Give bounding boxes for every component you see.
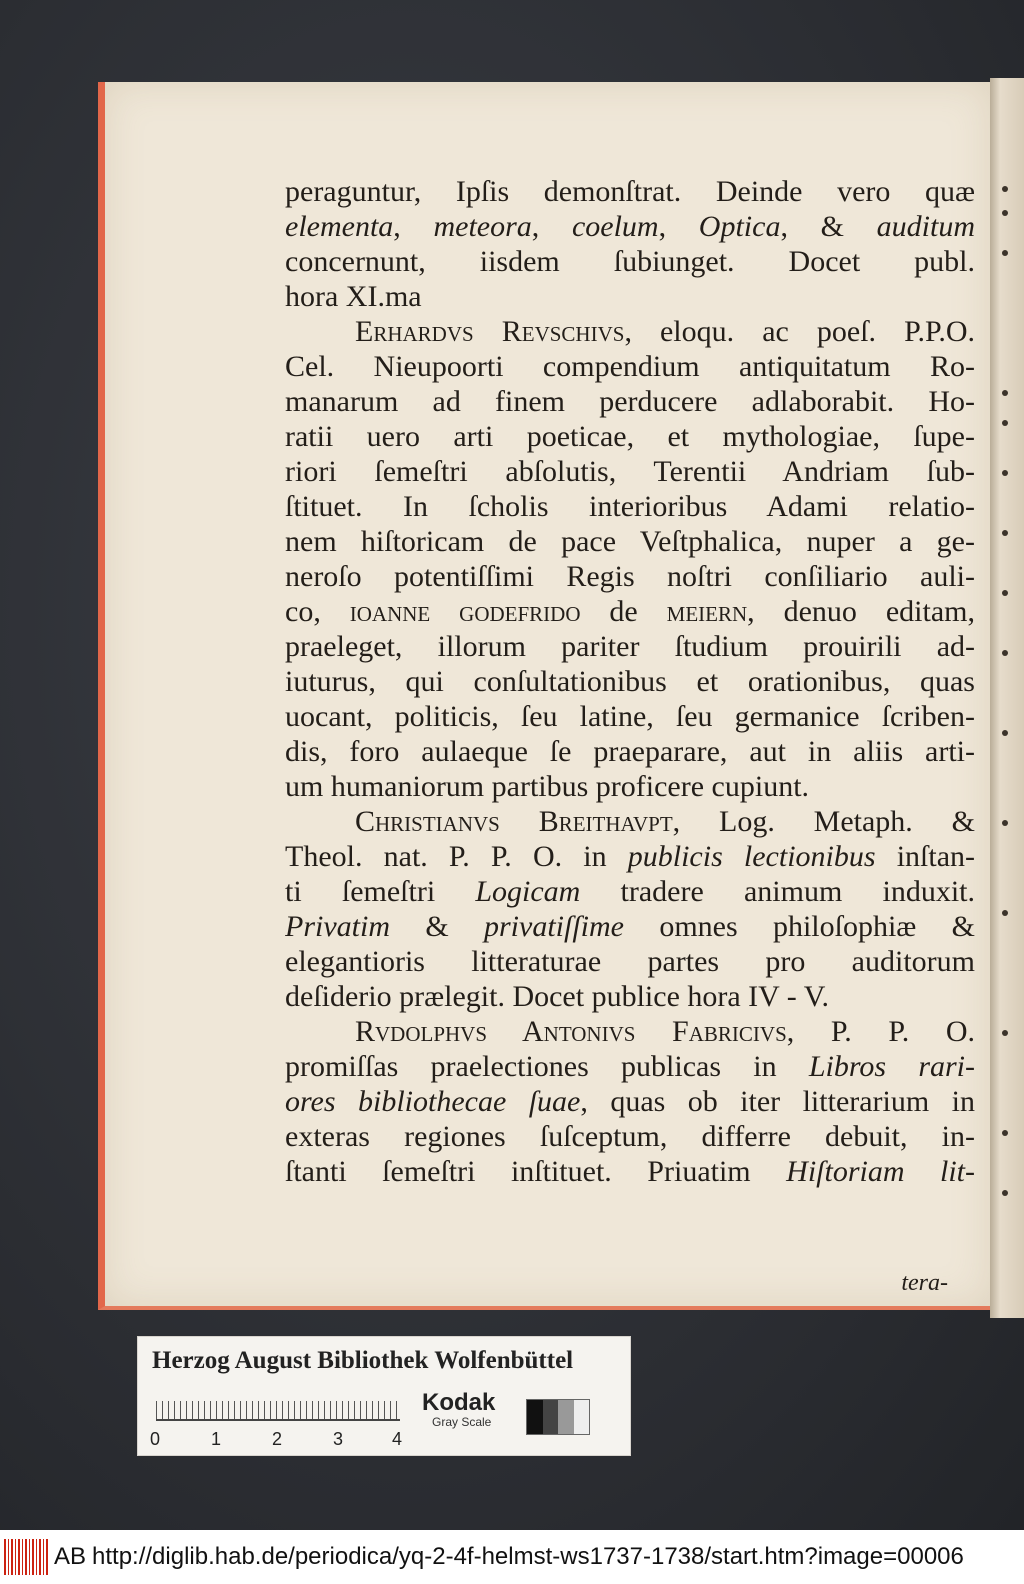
text-run: elegantioris litteraturae partes pro auditorum [285, 945, 975, 978]
small-caps-name: ioanne godefrido [349, 595, 581, 628]
italic-text: Logicam [475, 875, 581, 908]
text-line [285, 454, 975, 489]
text-run: tradere animum induxit. [580, 875, 975, 908]
small-caps-name: Rvdolphvs Antonivs Fabricivs [355, 1015, 787, 1048]
text-line [285, 419, 975, 454]
text-line [285, 209, 975, 244]
italic-text: Hiſtoriam lit- [786, 1155, 975, 1188]
color-reference-card [137, 1336, 631, 1456]
text-line [285, 349, 975, 384]
text-line [285, 839, 975, 874]
text-line [285, 629, 975, 664]
text-run: de [580, 595, 667, 628]
text-line [285, 1119, 975, 1154]
italic-text: meteora [433, 210, 532, 243]
text-run: , & [780, 210, 877, 243]
text-run: co, [285, 595, 350, 628]
text-run: deſiderio prælegit. Docet publice hora IV - V. [285, 980, 830, 1013]
text-run: & [390, 910, 484, 943]
text-line [285, 804, 975, 839]
text-run: ratii uero arti poeticae, et mythologiae, ſupe- [285, 420, 975, 453]
text-run: riori ſemeſtri abſolutis, Terentii Andriam ſub- [285, 455, 975, 488]
text-run: , Log. Metaph. & [672, 805, 975, 838]
italic-text: auditum [876, 210, 975, 243]
gray-swatches [526, 1399, 590, 1435]
catchword: tera- [901, 1270, 948, 1296]
ruler-label: 0 [150, 1429, 161, 1449]
italic-text: Libros rari- [808, 1050, 975, 1083]
text-line [285, 489, 975, 524]
text-run: nem hiſtoricam de pace Veſtphalica, nuper a ge- [285, 525, 975, 558]
barcode-icon [4, 1539, 50, 1575]
measurement-ruler [156, 1389, 400, 1421]
text-run: , eloqu. ac poeſ. P.P.O. [624, 315, 975, 348]
text-run: , [658, 210, 699, 243]
italic-text: privatiſſime [484, 910, 624, 943]
text-run: praeleget, illorum pariter ſtudium prouirili ad- [285, 630, 975, 663]
url-prefix: AB [54, 1543, 87, 1570]
text-run: uocant, politicis, ſeu latine, ſeu germanice ſcriben- [285, 700, 975, 733]
text-line [285, 174, 975, 209]
ruler-label: 4 [392, 1429, 403, 1449]
ruler-label: 3 [333, 1429, 344, 1449]
text-line [285, 734, 975, 769]
text-run: hora XI.ma [285, 280, 422, 313]
kodak-logo: Kodak [422, 1389, 496, 1416]
text-line [285, 279, 975, 314]
text-run: exteras regiones ſuſceptum, differre debuit, in- [285, 1120, 975, 1153]
text-run: , quas ob iter litterarium in [580, 1085, 975, 1118]
text-run: dis, foro aulaeque ſe praeparare, aut in aliis arti- [285, 735, 975, 768]
text-run: manarum ad finem perducere adlaborabit. Ho- [285, 385, 975, 418]
small-caps-name: meiern [666, 595, 748, 628]
text-line [285, 1084, 975, 1119]
text-line [285, 524, 975, 559]
text-line [285, 699, 975, 734]
text-run: neroſo potentiſſimi Regis noſtri conſiliario auli- [285, 560, 975, 593]
source-url[interactable]: http://diglib.hab.de/periodica/yq-2-4f-helmst-ws1737-1738/start.htm?image=00006 [92, 1543, 964, 1570]
small-caps-name: Erhardvs Revschivs [355, 315, 625, 348]
text-run: Cel. Nieupoorti compendium antiquitatum Ro- [285, 350, 975, 383]
text-line [285, 1049, 975, 1084]
text-line [285, 909, 975, 944]
text-line [285, 1154, 975, 1189]
italic-text: Optica [698, 210, 781, 243]
text-run: peraguntur, Ipſis demonſtrat. Deinde vero quæ [285, 175, 975, 208]
text-run: ſtituet. In ſcholis interioribus Adami relatio- [285, 490, 975, 523]
url-footer [0, 1530, 1024, 1584]
text-run: Theol. nat. P. P. O. in [285, 840, 628, 873]
ruler-label: 2 [272, 1429, 283, 1449]
text-run: concernunt, iisdem ſubiunget. Docet publ. [285, 245, 975, 278]
italic-text: elementa [285, 210, 394, 243]
text-line [285, 769, 975, 804]
text-run: um humaniorum partibus proficere cupiunt. [285, 770, 810, 803]
text-run: , P. P. O. [786, 1015, 975, 1048]
italic-text: Privatim [285, 910, 390, 943]
italic-text: coelum [571, 210, 659, 243]
text-line [285, 874, 975, 909]
text-line [285, 244, 975, 279]
italic-text: ores bibliothecae ſuae [285, 1085, 581, 1118]
text-line [285, 979, 975, 1014]
text-line [285, 594, 975, 629]
text-line [285, 314, 975, 349]
text-run: ſtanti ſemeſtri inſtituet. Priuatim [285, 1155, 787, 1188]
text-run: ti ſemeſtri [285, 875, 476, 908]
italic-text: publicis lectionibus [627, 840, 876, 873]
text-run: iuturus, qui conſultationibus et orationibus, quas [285, 665, 975, 698]
text-line [285, 944, 975, 979]
small-caps-name: Christianvs Breithavpt [355, 805, 673, 838]
text-line [285, 384, 975, 419]
text-line [285, 559, 975, 594]
text-line [285, 664, 975, 699]
text-run: omnes philoſophiæ & [623, 910, 975, 943]
ruler-label: 1 [211, 1429, 222, 1449]
text-run: inſtan- [875, 840, 975, 873]
text-run: promiſſas praelectiones publicas in [285, 1050, 809, 1083]
text-run: , denuo editam, [747, 595, 975, 628]
text-block [285, 174, 975, 1189]
book-page [98, 82, 990, 1310]
text-run: , [531, 210, 572, 243]
card-title: Herzog August Bibliothek Wolfenbüttel [152, 1347, 574, 1374]
gray-scale-label: Gray Scale [432, 1415, 492, 1429]
text-line [285, 1014, 975, 1049]
text-run: , [393, 210, 434, 243]
next-page-edge [990, 78, 1024, 1318]
